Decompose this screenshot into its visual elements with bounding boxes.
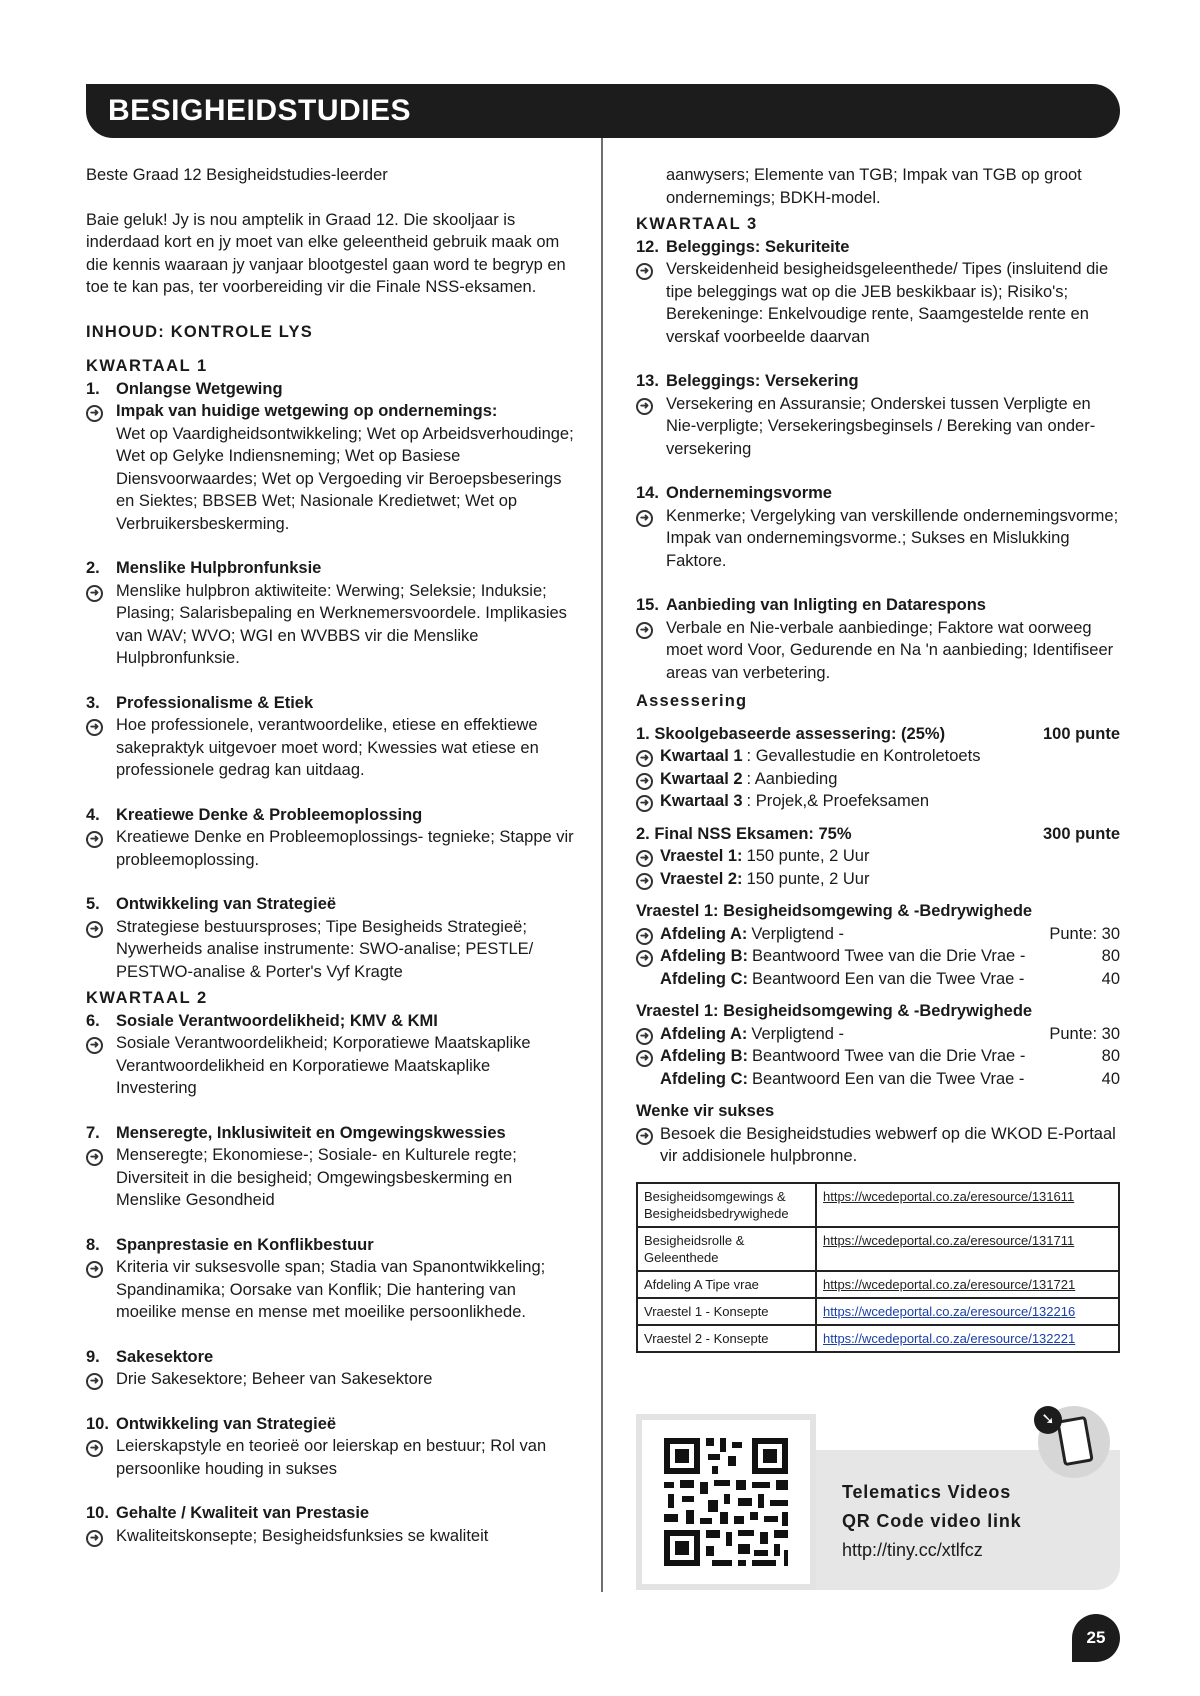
topic-item: 9. Sakesektore ➜ Drie Sakesektore; Beheer van Sakesektore: [86, 1346, 574, 1391]
arrow-circle-icon: ➜: [86, 1144, 116, 1212]
topic-item: 1. Onlangse Wetgewing ➜ Impak van huidige wetgewing op ondernemings: Wet op Vaardigheidsontwikkeling; Wet op Arbeidsverhoudinge; Wet op Gelyke Indiensneming; Wet op Basiese Diensvoorwaardes; Wet op Vergoeding vir Beroepsbeserings en Siektes; BBSEB Wet; Nasionale Kredietwet; Wet op Verbruikersbeskerming.: [86, 378, 574, 536]
topic-text: Verskeidenheid besigheidsgeleenthede/ Tipes (insluitend die tipe beleggings wat op die JEB beskikbaar is); Risiko's; Berekeninge: Enkelvoudige rente, Saamgestelde rente en verskaf voorbeelde daarvan: [666, 260, 1109, 346]
table-row: Afdeling A Tipe vrae https://wcedeportal.co.za/eresource/131721: [637, 1271, 1119, 1298]
topic-text: Kenmerke; Vergelyking van verskillende ondernemingsvorme; Impak van ondernemingsvorme.; Sukses en Mislukking Faktore.: [666, 506, 1119, 570]
topic-title: Menslike Hulpbronfunksie: [116, 559, 322, 577]
section-row: Afdeling C: Beantwoord Een van die Twee Vrae - 40: [660, 969, 1120, 988]
topic-item: 10. Gehalte / Kwaliteit van Prestasie ➜ Kwaliteitskonsepte; Besigheidsfunksies se kwaliteit: [86, 1502, 574, 1547]
resource-link[interactable]: https://wcedeportal.co.za/eresource/131721: [816, 1271, 1119, 1298]
arrow-circle-icon: ➜: [636, 768, 660, 791]
section-row: ➜ Afdeling B: Beantwoord Twee van die Drie Vrae - 80: [636, 1045, 1120, 1068]
continued-text: aanwysers; Elemente van TGB; Impak van TGB op groot ondernemings; BDKH-model.: [666, 166, 1082, 207]
topic-title: Professionalisme & Etiek: [116, 693, 314, 712]
contents-title: INHOUD: KONTROLE LYS: [86, 322, 313, 341]
left-column: [86, 164, 574, 1547]
topic-text: Strategiese bestuursproses; Tipe Besigheids Strategieë; Nywerheids analise instrumente: SWO-analise; PESTLE/ PESTWO-analise & Porter's Vyf Kragte: [116, 917, 534, 981]
arrow-circle-icon: ➜: [86, 1368, 116, 1391]
arrow-circle-icon: ➜: [86, 1032, 116, 1100]
topic-item: 7. Menseregte, Inklusiwiteit en Omgewingskwessies ➜ Menseregte; Ekonomiese-; Sosiale- en Kulturele regte; Diversiteit in die besigheid; Omgewingsbeskerming en Menslike Gesondheid: [86, 1122, 574, 1212]
column-divider: [601, 138, 603, 1592]
topic-text: Kwaliteitskonsepte; Besigheidsfunksies se kwaliteit: [116, 1526, 489, 1545]
tips-title: Wenke vir sukses: [636, 1102, 775, 1120]
resource-link[interactable]: https://wcedeportal.co.za/eresource/132221: [816, 1325, 1119, 1352]
arrow-circle-icon: ➜: [636, 1123, 660, 1168]
qr-panel: [636, 1411, 1120, 1590]
topic-title: Kreatiewe Denke & Probleemoplossing: [116, 805, 423, 824]
right-column: [636, 164, 1120, 1353]
paper-2-title: Vraestel 1: Besigheidsomgewing & -Bedrywighede: [636, 1002, 1033, 1020]
topic-text: Sosiale Verantwoordelikheid; Korporatiewe Maatskaplike Verantwoordelikheid en Korporatiewe Maatskaplike Investering: [116, 1034, 531, 1097]
section-row: Afdeling C: Beantwoord Een van die Twee Vrae - 40: [660, 1069, 1120, 1088]
topic-title: Onlangse Wetgewing: [116, 379, 283, 398]
greeting: Beste Graad 12 Besigheidstudies-leerder: [86, 166, 388, 184]
topic-text: Versekering en Assuransie; Onderskei tussen Verpligte en Nie-verpligte; Versekeringsbeginsels / Bereking van onder-versekering: [666, 394, 1096, 458]
topic-text: Menseregte; Ekonomiese-; Sosiale- en Kulturele regte; Diversiteit in die besigheid; Omgewingsbeskerming en Menslike Gesondheid: [116, 1146, 517, 1209]
arrow-circle-icon: ➜: [86, 1256, 116, 1324]
arrow-circle-icon: ➜: [86, 916, 116, 984]
phone-video-icon: ➘: [1038, 1406, 1110, 1478]
topic-item: 12. Beleggings: Sekuriteite ➜ Verskeidenheid besigheidsgeleenthede/ Tipes (insluitend die tipe beleggings wat op die JEB beskikbaar is); Risiko's; Berekeninge: Enkelvoudige rente, Saamgestelde rente en verskaf voorbeelde daarvan: [636, 236, 1120, 349]
term-2-title: KWARTAAL 2: [86, 989, 208, 1007]
topic-title: Ontwikkeling van Strategieë: [116, 895, 337, 913]
sba-item: ➜ Kwartaal 1 : Gevallestudie en Kontroletoets: [636, 745, 1120, 768]
arrow-circle-icon: ➜: [636, 393, 666, 461]
arrow-circle-icon: ➜: [636, 790, 660, 813]
arrow-circle-icon: ➜: [636, 505, 666, 573]
arrow-circle-icon: ➜: [636, 1023, 660, 1046]
table-row: Besigheidsomgewings & Besigheidsbedrywighede https://wcedeportal.co.za/eresource/131611: [637, 1183, 1119, 1227]
table-row: Vraestel 1 - Konsepte https://wcedeportal.co.za/eresource/132216: [637, 1298, 1119, 1325]
arrow-circle-icon: ➜: [636, 945, 660, 968]
sba-item: ➜ Kwartaal 2 : Aanbieding: [636, 768, 1120, 791]
arrow-circle-icon: ➜: [86, 1435, 116, 1480]
topic-title: Beleggings: Versekering: [666, 372, 859, 390]
table-row: Vraestel 2 - Konsepte https://wcedeportal.co.za/eresource/132221: [637, 1325, 1119, 1352]
topic-text: Verbale en Nie-verbale aanbiedinge; Faktore wat oorweeg moet word Voor, Gedurende en Na 'n aanbieding; Identifiseer areas van verbetering.: [666, 618, 1114, 682]
arrow-circle-icon: ➜: [636, 845, 660, 868]
topic-item: 8. Spanprestasie en Konflikbestuur ➜ Kriteria vir suksesvolle span; Stadia van Spanontwikkeling; Spandinamika; Oorsake van Konflik; Die hantering van moeilike mense en mense met moeilike persoonlikhede.: [86, 1234, 574, 1324]
topic-text: Leierskapstyle en teorieë oor leierskap en bestuur; Rol van persoonlike houding in sukses: [116, 1437, 547, 1478]
final-item: ➜ Vraestel 2: 150 punte, 2 Uur: [636, 868, 1120, 891]
arrow-circle-icon: ➜: [636, 1045, 660, 1068]
topic-text: Menslike hulpbron aktiwiteite: Werwing; Seleksie; Induksie; Plasing; Salarisbepaling en Werknemersvoordele. Implikasies van WAV; WVO; WGI en WVBBS vir die Menslike Hulpbronfunksie.: [116, 581, 567, 667]
resource-links-table: [636, 1182, 1120, 1353]
topic-text: Wet op Vaardigheidsontwikkeling; Wet op Arbeidsverhoudinge; Wet op Gelyke Indiensneming; Wet op Basiese Diensvoorwaardes; Wet op Vergoeding vir Beroepsbeserings en Siektes; BBSEB Wet; Nasionale Kredietwet; Wet op Verbruikersbeskerming.: [116, 424, 574, 533]
topic-title: Menseregte, Inklusiwiteit en Omgewingskwessies: [116, 1123, 506, 1142]
topic-title: Sosiale Verantwoordelikheid; KMV & KMI: [116, 1011, 438, 1030]
topic-item: 15. Aanbieding van Inligting en Datarespons ➜ Verbale en Nie-verbale aanbiedinge; Faktore wat oorweeg moet word Voor, Gedurende en Na 'n aanbieding; Identifiseer areas van verbetering.: [636, 594, 1120, 684]
arrow-circle-icon: ➜: [636, 258, 666, 348]
qr-title-2: QR Code video link: [842, 1511, 1022, 1531]
final-exam-row: 2. Final NSS Eksamen: 75% 300 punte: [636, 824, 1120, 843]
arrow-circle-icon: ➜: [636, 868, 660, 891]
topic-item: 6. Sosiale Verantwoordelikheid; KMV & KMI ➜ Sosiale Verantwoordelikheid; Korporatiewe Maatskaplike Verantwoordelikheid en Korporatiewe Maatskaplike Investering: [86, 1010, 574, 1100]
page-title: BESIGHEIDSTUDIES: [108, 94, 412, 127]
term-3-title: KWARTAAL 3: [636, 215, 758, 233]
topic-item: 4. Kreatiewe Denke & Probleemoplossing ➜ Kreatiewe Denke en Probleemoplossings- tegnieke; Stappe vir probleemoplossing.: [86, 804, 574, 872]
intro-text: Baie geluk! Jy is nou amptelik in Graad 12. Die skooljaar is inderdaad kort en jy moet van elke geleentheid gebruik maak om die kennis waaraan jy vanjaar blootgestel gaan word te begryp en toe te kan pas, ter voorbereiding vir die Finale NSS-eksamen.: [86, 210, 566, 296]
topic-text: Drie Sakesektore; Beheer van Sakesektore: [116, 1370, 433, 1388]
paper-1-title: Vraestel 1: Besigheidsomgewing & -Bedrywighede: [636, 902, 1033, 920]
qr-title-1: Telematics Videos: [842, 1482, 1012, 1502]
topic-title: Sakesektore: [116, 1347, 214, 1366]
topic-text: Kreatiewe Denke en Probleemoplossings- tegnieke; Stappe vir probleemoplossing.: [116, 828, 574, 869]
sba-item: ➜ Kwartaal 3 : Projek,& Proefeksamen: [636, 790, 1120, 813]
section-row: ➜ Afdeling A: Verpligtend - Punte: 30: [636, 1023, 1120, 1046]
arrow-circle-icon: ➜: [636, 745, 660, 768]
term-1-title: KWARTAAL 1: [86, 357, 208, 375]
section-row: ➜ Afdeling A: Verpligtend - Punte: 30: [636, 923, 1120, 946]
arrow-circle-icon: ➜: [86, 714, 116, 782]
topic-item: 10. Ontwikkeling van Strategieë ➜ Leierskapstyle en teorieë oor leierskap en bestuur; Rol van persoonlike houding in sukses: [86, 1413, 574, 1481]
arrow-circle-icon: ➜: [636, 923, 660, 946]
resource-link[interactable]: https://wcedeportal.co.za/eresource/131711: [816, 1227, 1119, 1271]
resource-link[interactable]: https://wcedeportal.co.za/eresource/132216: [816, 1298, 1119, 1325]
topic-text: Hoe professionele, verantwoordelike, etiese en effektiewe sakepraktyk uitgevoer moet word; Kwessies wat etiese en professionele gedrag kan uitdaag.: [116, 716, 539, 779]
arrow-circle-icon: ➜: [86, 400, 116, 423]
sba-row: 1. Skoolgebaseerde assessering: (25%) 100 punte: [636, 724, 1120, 743]
topic-item: 5. Ontwikkeling van Strategieë ➜ Strategiese bestuursproses; Tipe Besigheids Strategieë; Nywerheids analise instrumente: SWO-analise; PESTLE/ PESTWO-analise & Porter's Vyf Kragte: [86, 893, 574, 983]
topic-title: Spanprestasie en Konflikbestuur: [116, 1235, 374, 1254]
arrow-circle-icon: ➜: [86, 826, 116, 871]
topic-title: Ontwikkeling van Strategieë: [116, 1414, 337, 1433]
arrow-circle-icon: ➜: [86, 580, 116, 670]
topic-title: Gehalte / Kwaliteit van Prestasie: [116, 1504, 370, 1522]
topic-title: Beleggings: Sekuriteite: [666, 237, 850, 256]
section-row: ➜ Afdeling B: Beantwoord Twee van die Drie Vrae - 80: [636, 945, 1120, 968]
page-number: 25: [1072, 1614, 1120, 1662]
topic-title: Aanbieding van Inligting en Datarespons: [666, 596, 986, 614]
topic-title: Ondernemingsvorme: [666, 484, 832, 502]
topic-item: 2. Menslike Hulpbronfunksie ➜ Menslike hulpbron aktiwiteite: Werwing; Seleksie; Induksie; Plasing; Salarisbepaling en Werknemersvoordele. Implikasies van WAV; WVO; WGI en WVBBS vir die Menslike Hulpbronfunksie.: [86, 557, 574, 670]
qr-url[interactable]: http://tiny.cc/xtlfcz: [842, 1540, 983, 1560]
qr-code-icon[interactable]: [636, 1414, 816, 1590]
topic-item: 14. Ondernemingsvorme ➜ Kenmerke; Vergelyking van verskillende ondernemingsvorme; Impak van ondernemingsvorme.; Sukses en Mislukking Faktore.: [636, 482, 1120, 572]
resource-link[interactable]: https://wcedeportal.co.za/eresource/131611: [816, 1183, 1119, 1227]
arrow-circle-icon: ➜: [86, 1525, 116, 1548]
arrow-circle-icon: ➜: [636, 617, 666, 685]
table-row: Besigheidsrolle & Geleenthede https://wcedeportal.co.za/eresource/131711: [637, 1227, 1119, 1271]
topic-item: 13. Beleggings: Versekering ➜ Versekering en Assuransie; Onderskei tussen Verpligte en Nie-verpligte; Versekeringsbeginsels / Bereking van onder-versekering: [636, 370, 1120, 460]
topic-item: 3. Professionalisme & Etiek ➜ Hoe professionele, verantwoordelike, etiese en effektiewe sakepraktyk uitgevoer moet word; Kwessies wat etiese en professionele gedrag kan uitdaag.: [86, 692, 574, 782]
assessment-title: Assessering: [636, 692, 748, 710]
tips-item: ➜ Besoek die Besigheidstudies webwerf op die WKOD E-Portaal vir addisionele hulpbronne.: [636, 1123, 1120, 1168]
header-banner: [86, 84, 1120, 138]
topic-text: Kriteria vir suksesvolle span; Stadia van Spanontwikkeling; Spandinamika; Oorsake van Konflik; Die hantering van moeilike mense en mense met moeilike persoonlikhede.: [116, 1258, 546, 1321]
final-item: ➜ Vraestel 1: 150 punte, 2 Uur: [636, 845, 1120, 868]
